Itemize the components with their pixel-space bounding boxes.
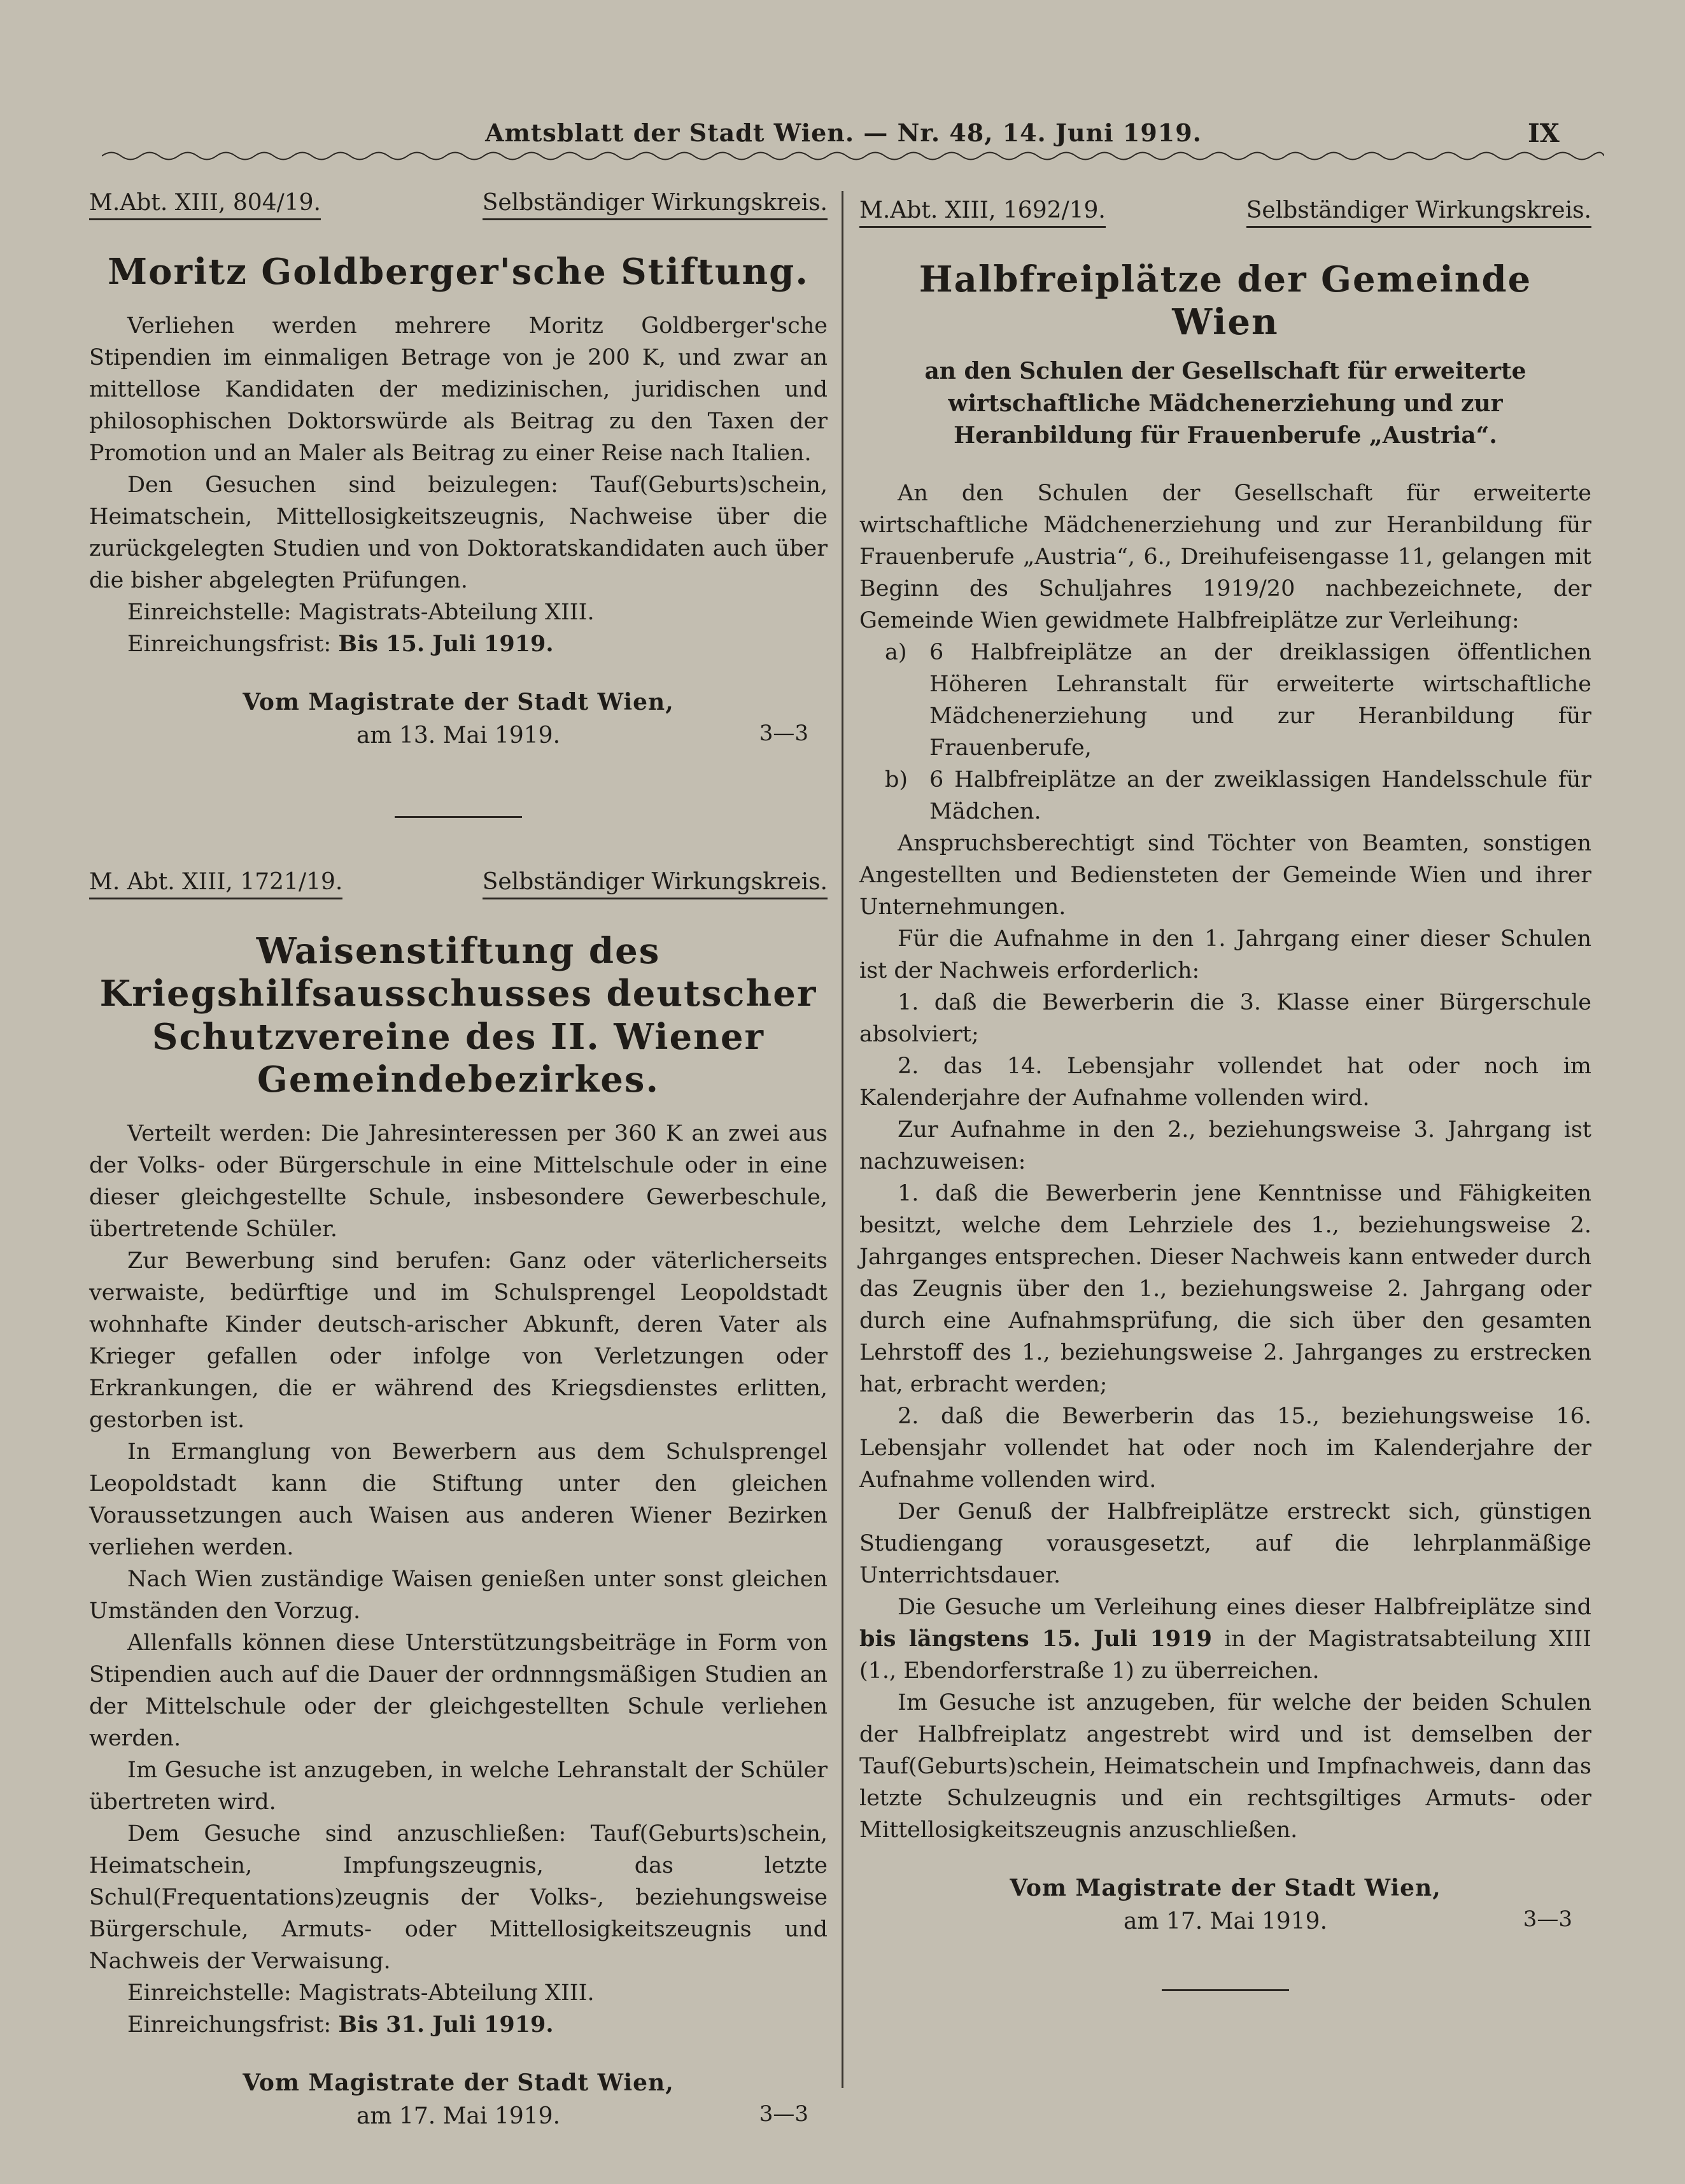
section-header xyxy=(89,190,828,220)
paragraph: Nach Wien zuständige Waisen genießen unter sonst gleichen Umständen den Vorzug. xyxy=(89,1566,828,1624)
signature-date: am 17. Mai 1919. xyxy=(356,2103,561,2129)
signature-date: am 17. Mai 1919. xyxy=(1123,1908,1328,1934)
department-reference: M. Abt. XIII, 1721/19. xyxy=(89,869,342,899)
paragraph: Der Genuß der Halbfreiplätze erstreckt sich, günstigen Studiengang vorausgesetzt, auf die lehrplanmäßige Unterrichtsdauer. xyxy=(859,1498,1591,1588)
paragraph: 1. daß die Bewerberin jene Kenntnisse und Fähigkeiten besitzt, welche dem Lehrziele des 1., beziehungsweise 2. Jahrganges entsprechen. Dieser Nachweis kann entweder durch das Zeugnis über den 1., beziehungsweise 2. Jahrgang oder durch eine Aufnahmsprüfung, die sich über den gesamten Lehrstoff des 1., beziehungsweise 2. Jahrganges zu erstrecken hat, erbracht werden; xyxy=(859,1180,1591,1397)
paragraph: An den Schulen der Gesellschaft für erweiterte wirtschaftliche Mädchenerziehung und zur Heranbildung für Frauenberufe „Austria“, 6., Dreihufeisengasse 11, gelangen mit Beginn des Schuljahres 1919/20 nachbezeichnete, der Gemeinde Wien gewidmete Halbfreiplätze zur Verleihung: xyxy=(859,480,1591,633)
section-separator xyxy=(1162,1989,1289,1991)
section-title: Waisenstiftung des Kriegshilfsausschusses deutscher Schutzvereine des II. Wiener Gemeindebezirkes. xyxy=(99,930,817,1101)
submission-deadline: Einreichungsfrist: Bis 31. Juli 1919. xyxy=(127,2011,554,2038)
paragraph: Im Gesuche ist anzugeben, in welche Lehranstalt der Schüler übertreten wird. xyxy=(89,1757,828,1815)
insertion-count: 3—3 xyxy=(1523,1906,1572,1932)
paragraph: Verteilt werden: Die Jahresinteressen per 360 K an zwei aus der Volks- oder Bürgerschule in eine Mittelschule oder in eine dieser gleichgestellte Schule, insbesondere Gewerbeschule, übertretende Schüler. xyxy=(89,1120,828,1242)
section-header xyxy=(89,869,828,899)
paragraph: Den Gesuchen sind beizulegen: Tauf(Geburts)schein, Heimatschein, Mittellosigkeitszeugnis, Nachweise über die zurückgelegten Studien und von Doktoratskandidaten auch über die bisher abgelegten Prüfungen. xyxy=(89,472,828,594)
paragraph: 2. das 14. Lebensjahr vollendet hat oder noch im Kalenderjahre der Aufnahme vollenden wird. xyxy=(859,1053,1591,1111)
paragraph: Zur Bewerbung sind berufen: Ganz oder väterlicherseits verwaiste, bedürftige und im Schulsprengel Leopoldstadt wohnhafte Kinder deutsch-arischer Abkunft, deren Vater als Krieger gefallen oder infolge von Verletzungen oder Erkrankungen, die er während des Kriegsdienstes erlitten, gestorben ist. xyxy=(89,1248,828,1433)
signature-authority: Vom Magistrate der Stadt Wien, xyxy=(1010,1874,1441,1901)
submission-office: Einreichstelle: Magistrats-Abteilung XIII. xyxy=(127,1980,595,2006)
section-subtitle: an den Schulen der Gesellschaft für erweiterte wirtschaftliche Mädchenerziehung und zur Heranbildung für Frauenberufe „Austria“. xyxy=(924,358,1526,449)
paragraph: Die Gesuche um Verleihung eines dieser Halbfreiplätze sind bis längstens 15. Juli 1919 in der Magistratsabteilung XIII (1., Ebendorferstraße 1) zu überreichen. xyxy=(859,1594,1591,1684)
column-divider xyxy=(842,191,843,2088)
paragraph: Für die Aufnahme in den 1. Jahrgang einer dieser Schulen ist der Nachweis erforderlich: xyxy=(859,926,1591,983)
signature-authority: Vom Magistrate der Stadt Wien, xyxy=(243,689,674,716)
paragraph: In Ermanglung von Bewerbern aus dem Schulsprengel Leopoldstadt kann die Stiftung unter den gleichen Voraussetzungen auch Waisen aus anderen Wiener Bezirken verliehen werden. xyxy=(89,1439,828,1560)
paragraph: 2. daß die Bewerberin das 15., beziehungsweise 16. Lebensjahr vollendet hat oder noch im Kalenderjahre der Aufnahme vollenden wird. xyxy=(859,1403,1591,1493)
paragraph: Zur Aufnahme in den 2., beziehungsweise 3. Jahrgang ist nachzuweisen: xyxy=(859,1117,1591,1174)
submission-deadline: Einreichungsfrist: Bis 15. Juli 1919. xyxy=(127,631,554,658)
wavy-divider xyxy=(102,149,1604,163)
running-head: Amtsblatt der Stadt Wien. — Nr. 48, 14. Juni 1919. xyxy=(485,118,1202,147)
sphere-label: Selbständiger Wirkungskreis. xyxy=(483,190,828,220)
sphere-label: Selbständiger Wirkungskreis. xyxy=(483,869,828,899)
right-column xyxy=(859,197,1591,2042)
left-column xyxy=(89,190,828,2127)
paragraph: Im Gesuche ist anzugeben, für welche der beiden Schulen der Halbfreiplatz angestrebt wird und ist demselben der Tauf(Geburts)schein, Heimatschein und Impfnachweis, dann das letzte Schulzeugnis und ein rechtsgiltiges Armuts- oder Mittellosigkeitszeugnis anzuschließen. xyxy=(859,1689,1591,1843)
section-title: Halbfreiplätze der Gemeinde Wien xyxy=(919,258,1532,344)
paragraph: Anspruchsberechtigt sind Töchter von Beamten, sonstigen Angestellten und Bediensteten der Gemeinde Wien und ihrer Unternehmungen. xyxy=(859,830,1591,920)
department-reference: M.Abt. XIII, 1692/19. xyxy=(859,197,1106,228)
list-item: a) 6 Halbfreiplätze an der dreiklassigen öffentlichen Höheren Lehranstalt für erweiterte wirtschaftliche Mädchenerziehung und zur Heranbildung für Frauenberufe, xyxy=(885,639,1591,761)
paragraph: Allenfalls können diese Unterstützungsbeiträge in Form von Stipendien auch auf die Dauer der ordnnngsmäßigen Studien an der Mittelschule oder der gleichgestellten Schule verliehen werden. xyxy=(89,1630,828,1751)
page-number: IX xyxy=(1528,118,1560,148)
section-header xyxy=(859,197,1591,228)
section-separator xyxy=(395,816,522,818)
insertion-count: 3—3 xyxy=(759,2101,808,2127)
paragraph: Verliehen werden mehrere Moritz Goldberger'sche Stipendien im einmaligen Betrage von je 200 K, und zwar an mittellose Kandidaten der medizinischen, juridischen und philosophischen Doktorswürde als Beitrag zu den Taxen der Promotion und an Maler als Beitrag zu einer Reise nach Italien. xyxy=(89,313,828,467)
signature-date: am 13. Mai 1919. xyxy=(356,722,561,749)
sphere-label: Selbständiger Wirkungskreis. xyxy=(1246,197,1591,228)
department-reference: M.Abt. XIII, 804/19. xyxy=(89,190,321,220)
signature-authority: Vom Magistrate der Stadt Wien, xyxy=(243,2069,674,2096)
list-item: b) 6 Halbfreiplätze an der zweiklassigen Handelsschule für Mädchen. xyxy=(885,766,1591,824)
paragraph: Dem Gesuche sind anzuschließen: Tauf(Geburts)schein, Heimatschein, Impfungszeugnis, das letzte Schul(Frequentations)zeugnis der Volks-, beziehungsweise Bürgerschule, Armuts- oder Mittellosigkeitszeugnis und Nachweis der Verwaisung. xyxy=(89,1821,828,1974)
section-title: Moritz Goldberger'sche Stiftung. xyxy=(108,251,809,293)
paragraph: 1. daß die Bewerberin die 3. Klasse einer Bürgerschule absolviert; xyxy=(859,989,1591,1047)
submission-office: Einreichstelle: Magistrats-Abteilung XIII. xyxy=(127,600,595,626)
insertion-count: 3—3 xyxy=(759,721,808,747)
